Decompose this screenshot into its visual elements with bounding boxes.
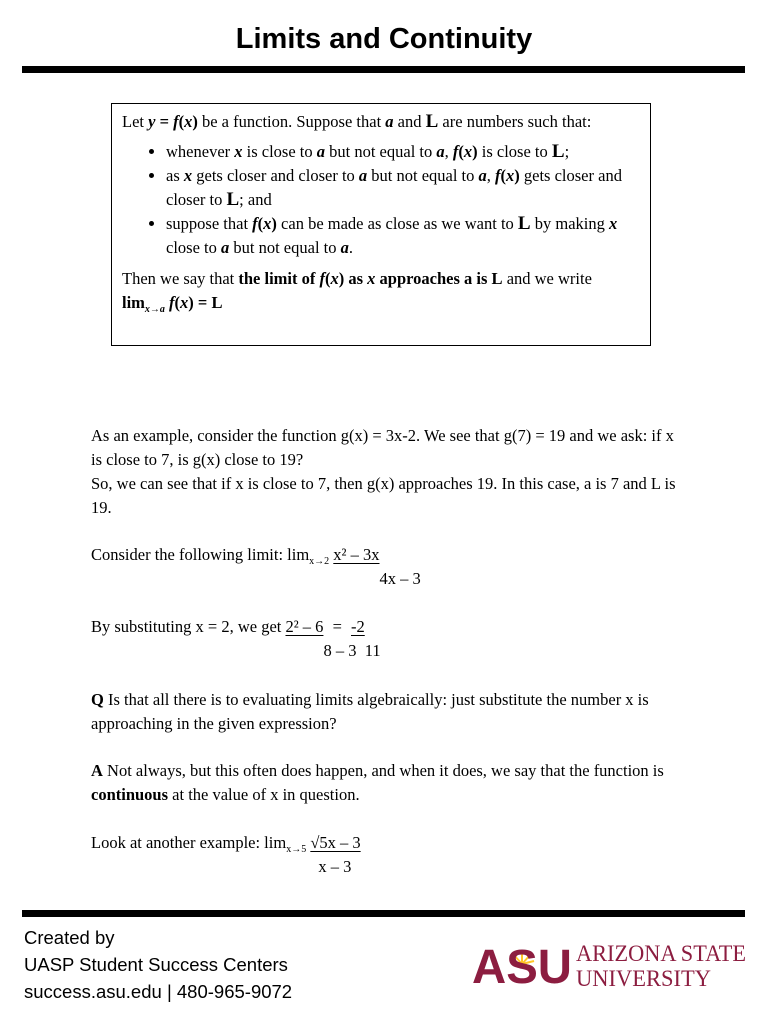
- condition-item: • suppose that f(x) can be made as close as we want to L by making x close to a but not equal to a.: [166, 212, 640, 260]
- fraction: x² – 3x 4x – 3: [333, 545, 421, 588]
- example-paragraph: As an example, consider the function g(x) = 3x-2. We see that g(7) = 19 and we ask: if x is close to 7, is g(x) close to 19? So, we can see that if x is close to 7, then g(x) approaches 19. In this case, a is 7 and L is 19.: [91, 426, 676, 517]
- fraction-result: -2 11: [351, 617, 381, 660]
- asu-logo: [472, 937, 747, 993]
- fraction: $\frac{√5x - 3}{x - 3}$: [310, 833, 361, 876]
- header-rule: [22, 66, 745, 73]
- footer-line: Created by: [24, 927, 115, 948]
- substitution-line: By substituting x = 2, we get 2² – 6 8 – 3 = -2 11: [91, 617, 381, 660]
- asu-wordmark-line1: ARIZONA STATE: [576, 941, 746, 966]
- page-title: Limits and Continuity: [235, 23, 533, 55]
- limit-example-1: Consider the following limit: $\lim_{x\to 2} x^2 - 3x$ 4x – 3: [91, 545, 421, 588]
- definition-box: [111, 103, 651, 346]
- condition-item: • whenever x is close to a but not equal to a, f(x) is close to L;: [166, 140, 640, 164]
- definition-intro: Let y = f(x) be a function. Suppose that a and L are numbers such that:: [122, 111, 592, 132]
- definition-conclusion: Then we say that the limit of f(x) as x approaches a is L and we write: [122, 269, 592, 288]
- footer-contact: success.asu.edu | 480-965-9072: [24, 981, 293, 1002]
- asu-mark: ASU: [472, 941, 572, 993]
- footer-rule: [22, 910, 745, 917]
- limit-example-2: Look at another example: $\lim_{x\to 5} \frac{√5x - 3}{x - 3}$: [91, 833, 361, 876]
- footer-line: UASP Student Success Centers: [24, 954, 288, 975]
- fraction: 2² – 6 8 – 3: [285, 617, 357, 660]
- question-paragraph: Q Is that all there is to evaluating limits algebraically: just substitute the number x is approaching in the given expression?: [91, 690, 649, 733]
- definition-conditions: [122, 140, 640, 260]
- condition-item: • as x gets closer and closer to a but not equal to a, f(x) gets closer and closer to L; and: [166, 164, 640, 212]
- asu-wordmark-line2: UNIVERSITY: [576, 966, 712, 991]
- footer-credits: [24, 924, 292, 1005]
- answer-paragraph: A Not always, but this often does happen, and when it does, we say that the function is continuous at the value of x in question.: [91, 761, 664, 804]
- limit-notation: $\lim_{x\to a} f(x) = L$: [122, 293, 223, 315]
